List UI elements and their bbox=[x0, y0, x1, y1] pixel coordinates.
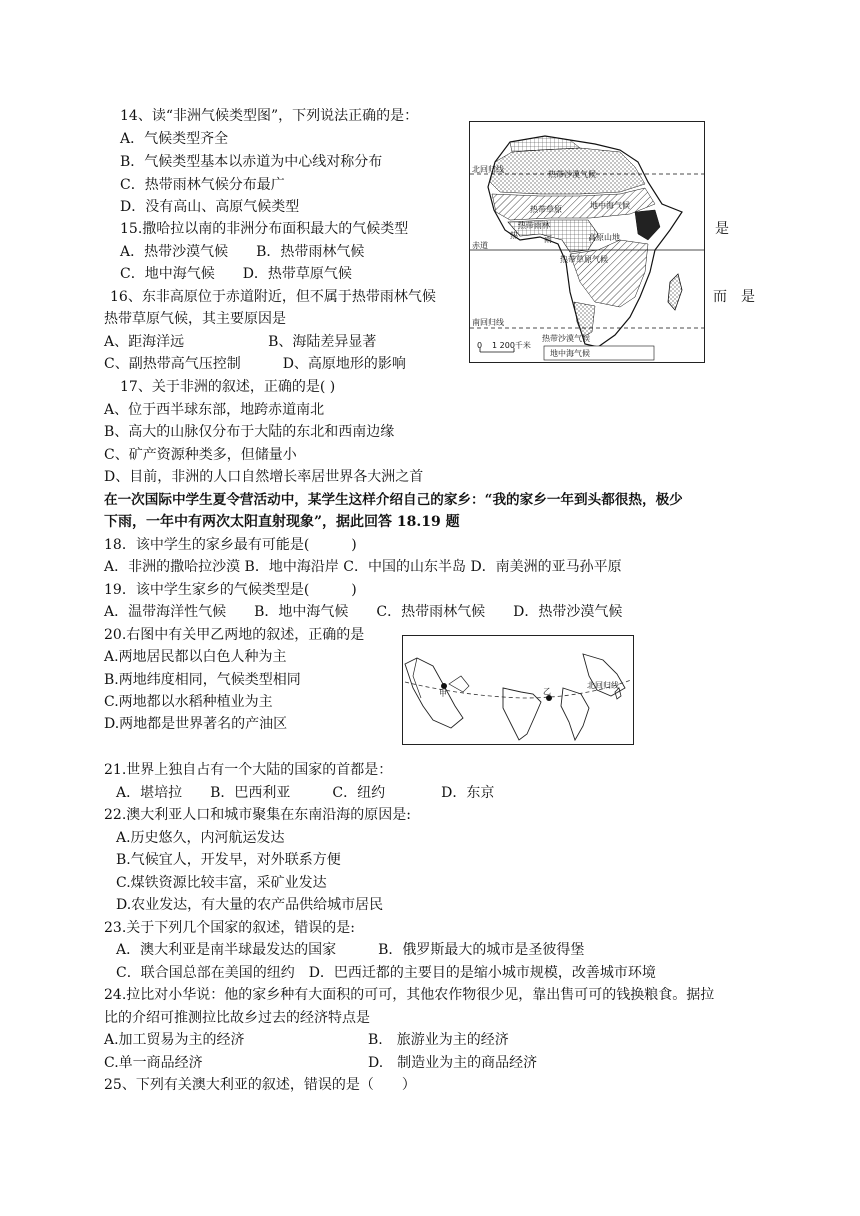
q15-options-cd: C．地中海气候 D．热带草原气候 bbox=[120, 266, 352, 282]
q14-option-b: B．气候类型基本以赤道为中心线对称分布 bbox=[120, 154, 383, 170]
q22-option-b: B.气候宜人，开发早，对外联系方便 bbox=[116, 852, 341, 868]
q23-options-cd: C．联合国总部在美国的纽约 D．巴西迁都的主要目的是缩小城市规模，改善城市环境 bbox=[116, 965, 656, 981]
map-label-tropic-north: 北回归线 bbox=[472, 165, 504, 174]
map-label-rainforest-b: 热 bbox=[510, 231, 518, 240]
map-label-rainforest-a: 热带雨林 bbox=[518, 221, 550, 230]
q22-option-d: D.农业发达，有大量的农产品供给城市居民 bbox=[116, 897, 384, 913]
arabia-coast bbox=[405, 658, 463, 728]
q22-option-a: A.历史悠久，内河航运发达 bbox=[116, 830, 285, 846]
label-tropic: 北回归线 bbox=[587, 681, 619, 690]
q17-option-c: C、矿产资源种类多，但储量小 bbox=[104, 447, 297, 463]
map-label-desert-s: 热带沙漠气候 bbox=[542, 334, 590, 343]
q24-option-c: C.单一商品经济 bbox=[104, 1055, 203, 1071]
label-jia: 甲 bbox=[439, 689, 447, 698]
madagascar bbox=[668, 274, 682, 310]
india-coast bbox=[503, 688, 541, 740]
map-label-savanna: 热带草原 bbox=[530, 205, 562, 214]
q18-options: A．非洲的撒哈拉沙漠 B．地中海沿岸 C．中国的山东半岛 D．南美洲的亚马孙平原 bbox=[104, 559, 622, 575]
q14-stem: 14、读“非洲气候类型图”，下列说法正确的是： bbox=[120, 108, 419, 124]
q14-option-c: C．热带雨林气候分布最广 bbox=[120, 177, 285, 193]
q17-option-a: A、位于西半球东部，地跨赤道南北 bbox=[104, 402, 325, 418]
map-legend-mediterranean: 地中海气候 bbox=[550, 349, 590, 358]
q20-stem: 20.右图中有关甲乙两地的叙述，正确的是 bbox=[104, 627, 365, 643]
q20-option-b: B.两地纬度相同，气候类型相同 bbox=[104, 672, 301, 688]
q17-option-b: B、高大的山脉仅分布于大陆的东北和西南边缘 bbox=[104, 424, 395, 440]
asia-map bbox=[402, 635, 634, 745]
q20-option-a: A.两地居民都以白色人种为主 bbox=[104, 649, 287, 665]
q16-stem: 16、东非高原位于赤道附近，但不属于热带雨林气候 bbox=[110, 289, 436, 305]
q19-options: A．温带海洋性气候 B．地中海气候 C．热带雨林气候 D．热带沙漠气候 bbox=[104, 604, 623, 620]
q24-stem-2: 比的介绍可推测拉比故乡过去的经济特点是 bbox=[104, 1010, 370, 1026]
q24-option-a: A.加工贸易为主的经济 bbox=[104, 1032, 245, 1048]
q23-stem: 23.关于下列几个国家的叙述，错误的是: bbox=[104, 920, 355, 936]
q16-options-ab: A、距海洋远 B、海陆差异显著 bbox=[104, 334, 377, 350]
q20-option-d: D.两地都是世界著名的产油区 bbox=[104, 716, 288, 732]
intro-line-2: 下雨，一年中有两次太阳直射现象”，据此回答 18.19 题 bbox=[104, 514, 460, 530]
q21-options: A．堪培拉 B．巴西利亚 C．纽约 D．东京 bbox=[116, 785, 495, 801]
q20-option-c: C.两地都以水稻种植业为主 bbox=[104, 694, 273, 710]
map-scale-label: 1 200千米 bbox=[492, 341, 531, 350]
map-label-desert-n: 热带沙漠气候 bbox=[548, 170, 596, 179]
q16-stem-end: 而 是 bbox=[713, 289, 755, 305]
q24-option-b: B. 旅游业为主的经济 bbox=[368, 1032, 509, 1048]
q19-stem: 19．该中学生家乡的气候类型是( ) bbox=[104, 582, 357, 598]
q16-stem-2: 热带草原气候，其主要原因是 bbox=[104, 311, 286, 327]
q14-option-a: A．气候类型齐全 bbox=[120, 131, 229, 147]
intro-line-1: 在一次国际中学生夏令营活动中，某学生这样介绍自己的家乡：“我的家乡一年到头都很热，极少 bbox=[104, 492, 683, 508]
q17-stem: 17、关于非洲的叙述，正确的是( ) bbox=[120, 379, 336, 395]
q25-stem: 25、下列有关澳大利亚的叙述，错误的是（ ） bbox=[104, 1077, 416, 1093]
q18-stem: 18．该中学生的家乡最有可能是( ) bbox=[104, 537, 357, 553]
q15-options-ab: A．热带沙漠气候 B．热带雨林气候 bbox=[120, 244, 365, 260]
q23-options-ab: A．澳大利亚是南半球最发达的国家 B．俄罗斯最大的城市是圣彼得堡 bbox=[116, 942, 585, 958]
q15-stem-end: 是 bbox=[715, 221, 729, 237]
q22-stem: 22.澳大利亚人口和城市聚集在东南沿海的原因是: bbox=[104, 807, 411, 823]
q17-option-d: D、目前，非洲的人口自然增长率居世界各大洲之首 bbox=[104, 469, 424, 485]
q24-stem-1: 24.拉比对小华说：他的家乡种有大面积的可可，其他农作物很少见，靠出售可可的钱换粮食。据拉 bbox=[104, 987, 715, 1003]
q24-option-d: D. 制造业为主的商品经济 bbox=[368, 1055, 538, 1071]
map-label-plateau: 高原山地 bbox=[588, 233, 620, 242]
q22-option-c: C.煤铁资源比较丰富，采矿业发达 bbox=[116, 875, 327, 891]
q15-stem: 15.撒哈拉以南的非洲分布面积最大的气候类型 bbox=[120, 221, 409, 237]
map-label-savanna-s: 热带草原气候 bbox=[560, 255, 608, 264]
map-label-mediterranean: 地中海气候 bbox=[590, 201, 630, 210]
red-sea-coast bbox=[413, 658, 421, 698]
q14-option-d: D．没有高山、高原气候类型 bbox=[120, 199, 300, 215]
map-scale-zero: 0 bbox=[477, 341, 483, 350]
map-label-tropic-south: 南回归线 bbox=[472, 318, 504, 327]
q21-stem: 21.世界上独自占有一个大陆的国家的首都是： bbox=[104, 762, 393, 778]
map-label-rainforest-c: 雨 bbox=[544, 235, 552, 244]
map-label-equator: 赤道 bbox=[472, 241, 488, 250]
q16-options-cd: C、副热带高气压控制 D、高原地形的影响 bbox=[104, 356, 406, 372]
label-yi: 乙 bbox=[543, 687, 551, 696]
southern-desert-zone bbox=[574, 302, 595, 337]
persian-gulf bbox=[449, 676, 469, 692]
africa-climate-map bbox=[469, 121, 705, 363]
